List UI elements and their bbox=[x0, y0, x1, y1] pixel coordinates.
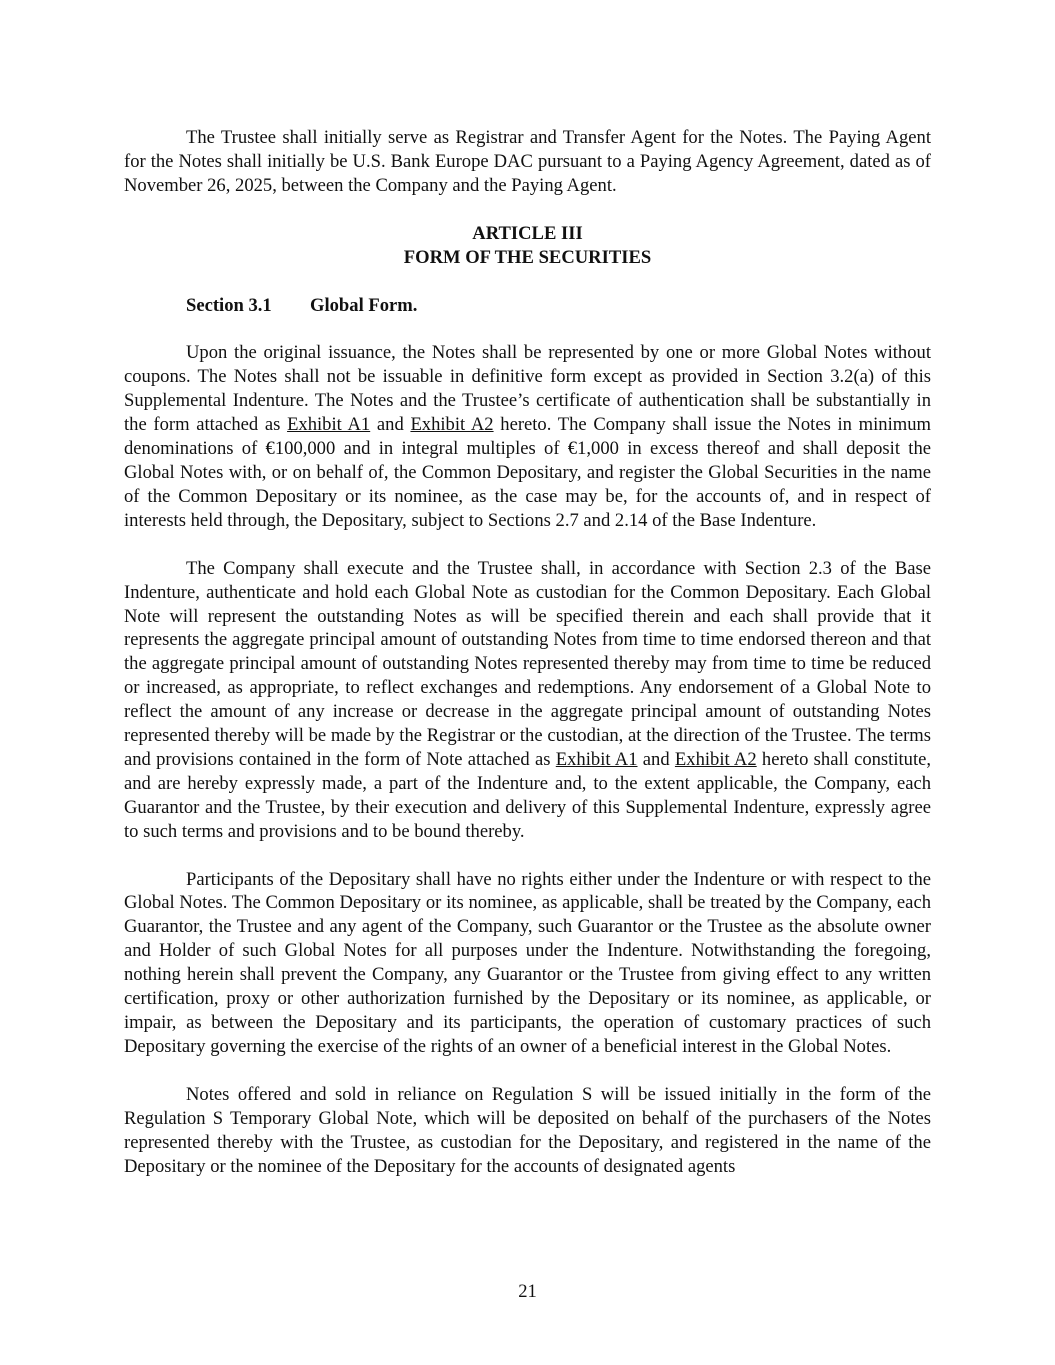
exhibit-a1-link[interactable]: Exhibit A1 bbox=[555, 748, 638, 770]
page-number: 21 bbox=[518, 1281, 537, 1302]
paragraph-text: and bbox=[370, 414, 411, 436]
paragraph-custodian bbox=[124, 557, 931, 844]
section-heading bbox=[186, 294, 931, 318]
section-number: Section 3.1 bbox=[186, 294, 272, 316]
article-title: FORM OF THE SECURITIES bbox=[403, 246, 652, 268]
exhibit-a2-link[interactable]: Exhibit A2 bbox=[410, 414, 494, 436]
paragraph-regulation-s: Notes offered and sold in reliance on Regulation S will be issued initially in the form of the Regulation S Temporary Global Note, which will be deposited on behalf of the purchasers of the Notes represented thereby with the Trustee, as custodian for the Depositary, and registered in the name of the Depositary or the nominee of the Depositary for the accounts of designated agents bbox=[124, 1083, 931, 1177]
paragraph-participants: Participants of the Depositary shall have no rights either under the Indenture or with respect to the Global Notes. The Common Depositary or its nominee, as applicable, shall be treated by the Company, each Guarantor, the Trustee and any agent of the Company, such Guarantor or the Trustee as the absolute owner and Holder of such Global Notes for all purposes under the Indenture. Notwithstanding the foregoing, nothing herein shall prevent the Company, any Guarantor or the Trustee from giving effect to any written certification, proxy or other authorization furnished by the Depositary or its nominee, as applicable, or impair, as between the Depositary and its participants, the operation of customary practices of such Depositary governing the exercise of the rights of an owner of a beneficial interest in the Global Notes. bbox=[124, 868, 931, 1057]
paragraph-text: hereto. The Company shall issue the Notes in minimum denominations of €100,000 and in integral multiples of €1,000 in excess thereof and shall deposit the Global Notes with, or on behalf of, the Common Depositary, and register the Global Securities in the name of the Common Depositary or its nominee, as the case may be, for the accounts of, and in respect of interests held through, the Depositary, subject to Sections 2.7 and 2.14 of the Base Indenture. bbox=[124, 414, 931, 531]
document-page bbox=[124, 126, 931, 1178]
article-heading bbox=[124, 222, 931, 270]
paragraph-text: and bbox=[637, 748, 675, 770]
article-number: ARTICLE III bbox=[472, 222, 583, 244]
paragraph-text: Upon the original issuance, the Notes shall be represented by one or more Global Notes without coupons. The Notes shall not be issuable in definitive form except as provided in Section 3.2(a) of this Supplemental Indenture. The Notes and the Trustee’s certificate of authentication shall be substantially in the form attached as bbox=[124, 342, 931, 436]
intro-paragraph: The Trustee shall initially serve as Registrar and Transfer Agent for the Notes. The Paying Agent for the Notes shall initially be U.S. Bank Europe DAC pursuant to a Paying Agency Agreement, dated as of November 26, 2025, between the Company and the Paying Agent. bbox=[124, 127, 931, 196]
paragraph-global-form bbox=[124, 341, 931, 532]
paragraph-text: hereto shall constitute, and are hereby expressly made, a part of the Indenture and, to the extent applicable, the Company, each Guarantor and the Trustee, by their execution and delivery of this Supplemental Indenture, expressly agree to such terms and provisions and to be bound thereby. bbox=[124, 748, 932, 842]
exhibit-a2-link[interactable]: Exhibit A2 bbox=[674, 748, 757, 770]
paragraph-text: The Company shall execute and the Trustee shall, in accordance with Section 2.3 of the Base Indenture, authenticate and hold each Global Note as custodian for the Common Depositary. Each Global Note will represent the outstanding Notes as will be specified therein and each shall provide that it represents the aggregate principal amount of outstanding Notes from time to time endorsed thereon and that the aggregate principal amount of outstanding Notes represented thereby may from time to time be reduced or increased, as appropriate, to reflect exchanges and redemptions. Any endorsement of a Global Note to reflect the amount of any increase or decrease in the aggregate principal amount of outstanding Notes represented thereby will be made by the Registrar or the custodian, at the direction of the Trustee. The terms and provisions contained in the form of Note attached as bbox=[124, 557, 931, 770]
exhibit-a1-link[interactable]: Exhibit A1 bbox=[287, 414, 371, 436]
section-title: Global Form. bbox=[310, 294, 418, 316]
